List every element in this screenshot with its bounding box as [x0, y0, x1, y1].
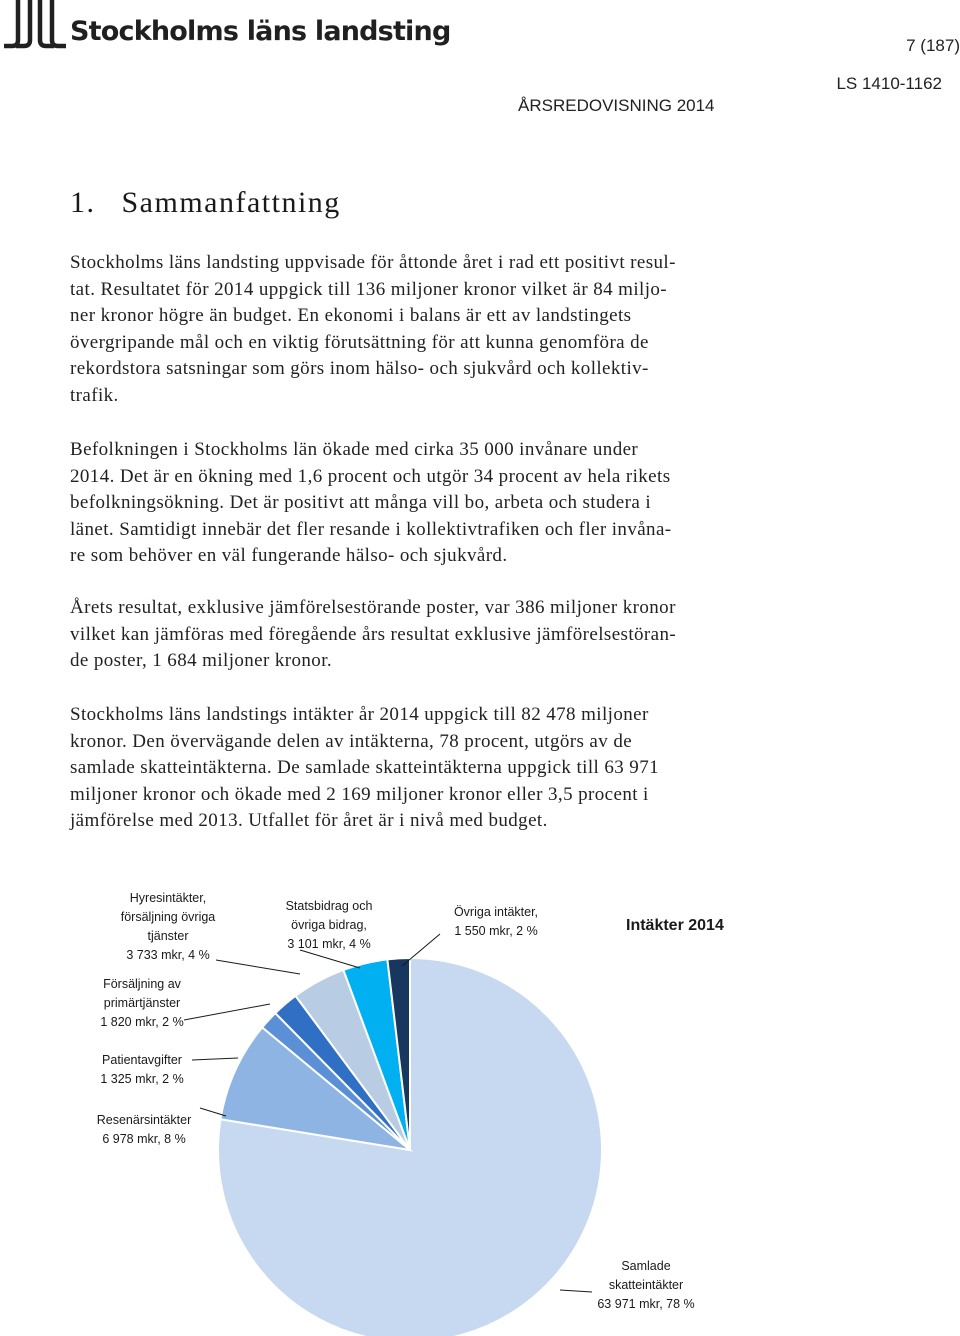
- paragraph-line: jämförelse med 2013. Utfallet för året är i nivå med budget.: [70, 810, 548, 832]
- paragraph-line: kronor. Den övervägande delen av intäkterna, 78 procent, utgörs av de: [70, 730, 633, 752]
- slice-label-line: primärtjänster: [103, 996, 181, 1010]
- slice-label-line: 63 971 mkr, 78 %: [597, 1297, 695, 1311]
- paragraph-line: vilket kan jämföras med föregående års resultat exklusive jämförelsestöran-: [70, 623, 677, 645]
- organization-name: Stockholms läns landsting: [70, 16, 451, 47]
- page-number: 7 (187): [906, 36, 960, 55]
- slice-label: [121, 891, 216, 962]
- document-id: LS 1410-1162: [836, 74, 942, 93]
- paragraph-line: rekordstora satsningar som görs inom hälso- och sjukvård och kollektiv-: [70, 358, 649, 380]
- paragraph-line: miljoner kronor och ökade med 2 169 miljoner kronor eller 3,5 procent i: [70, 783, 649, 805]
- slice-label-line: skatteintäkter: [608, 1278, 684, 1292]
- slice-label-line: 3 733 mkr, 4 %: [126, 948, 210, 962]
- slice-label-line: 1 550 mkr, 2 %: [454, 924, 538, 938]
- leader-line: [184, 1004, 270, 1020]
- slice-label: [286, 899, 373, 951]
- slice-label-line: Statsbidrag och: [285, 899, 373, 913]
- section-heading: [70, 186, 341, 220]
- slice-label: [97, 1113, 192, 1146]
- income-pie-chart: [0, 870, 960, 1336]
- leader-line: [560, 1290, 592, 1292]
- slice-label: [597, 1259, 694, 1311]
- slice-label-line: Samlade: [621, 1259, 671, 1273]
- document-title: ÅRSREDOVISNING 2014: [518, 96, 715, 115]
- income-paragraph: [70, 702, 770, 835]
- paragraph-line: Årets resultat, exklusive jämförelsestörande poster, var 386 miljoner kronor: [70, 597, 676, 618]
- paragraph-line: övergripande mål och en viktig förutsättning för att kunna genomföra de: [70, 331, 649, 353]
- slice-label-line: Patientavgifter: [102, 1053, 182, 1067]
- slice-label-line: Resenärsintäkter: [96, 1113, 192, 1127]
- slice-label: [100, 977, 183, 1029]
- leader-line: [192, 1058, 238, 1060]
- organization-logo: [4, 0, 451, 54]
- section-number: 1.: [70, 186, 96, 219]
- slice-label-line: 6 978 mkr, 8 %: [102, 1132, 186, 1146]
- slice-label: [454, 905, 538, 938]
- leader-line: [216, 960, 300, 974]
- paragraph-line: de poster, 1 684 miljoner kronor.: [70, 650, 333, 672]
- population-paragraph: [70, 437, 770, 570]
- leader-line: [300, 950, 360, 968]
- paragraph-line: 2014. Det är en ökning med 1,6 procent och utgör 34 procent av hela rikets: [70, 465, 671, 487]
- paragraph-line: Befolkningen i Stockholms län ökade med cirka 35 000 invånare under: [70, 439, 639, 460]
- result-paragraph: [70, 595, 770, 675]
- paragraph-line: re som behöver en väl fungerande hälso- och sjukvård.: [70, 545, 508, 567]
- paragraph-line: länet. Samtidigt innebär det fler resande i kollektivtrafiken och fler invåna-: [70, 518, 672, 540]
- paragraph-line: befolkningsökning. Det är positivt att många vill bo, arbeta och studera i: [70, 492, 651, 514]
- paragraph-line: Stockholms läns landsting uppvisade för åttonde året i rad ett positivt resul-: [70, 252, 676, 273]
- chart-title: Intäkter 2014: [626, 917, 724, 934]
- slice-label-line: Försäljning av: [103, 977, 181, 991]
- slice-label-line: 1 820 mkr, 2 %: [100, 1015, 184, 1029]
- slice-label-line: övriga bidrag,: [291, 918, 367, 932]
- paragraph-line: ner kronor högre än budget. En ekonomi i balans är ett av landstingets: [70, 305, 632, 327]
- slice-label: [100, 1053, 183, 1086]
- slice-label-line: försäljning övriga: [120, 910, 216, 924]
- landsting-logo-icon: [4, 0, 66, 54]
- section-title: Sammanfattning: [121, 186, 341, 219]
- slice-label-line: tjänster: [147, 929, 189, 943]
- slice-label-line: 3 101 mkr, 4 %: [287, 937, 371, 951]
- paragraph-line: tat. Resultatet för 2014 uppgick till 136 miljoner kronor vilket är 84 miljo-: [70, 278, 668, 300]
- slice-label-line: 1 325 mkr, 2 %: [100, 1072, 184, 1086]
- paragraph-line: samlade skatteintäkterna. De samlade skatteintäkterna uppgick till 63 971: [70, 757, 659, 779]
- summary-paragraph: [70, 250, 770, 410]
- paragraph-line: trafik.: [70, 384, 119, 406]
- paragraph-line: Stockholms läns landstings intäkter år 2014 uppgick till 82 478 miljoner: [70, 704, 649, 725]
- slice-label-line: Övriga intäkter,: [453, 905, 539, 919]
- slice-label-line: Hyresintäkter,: [129, 891, 207, 905]
